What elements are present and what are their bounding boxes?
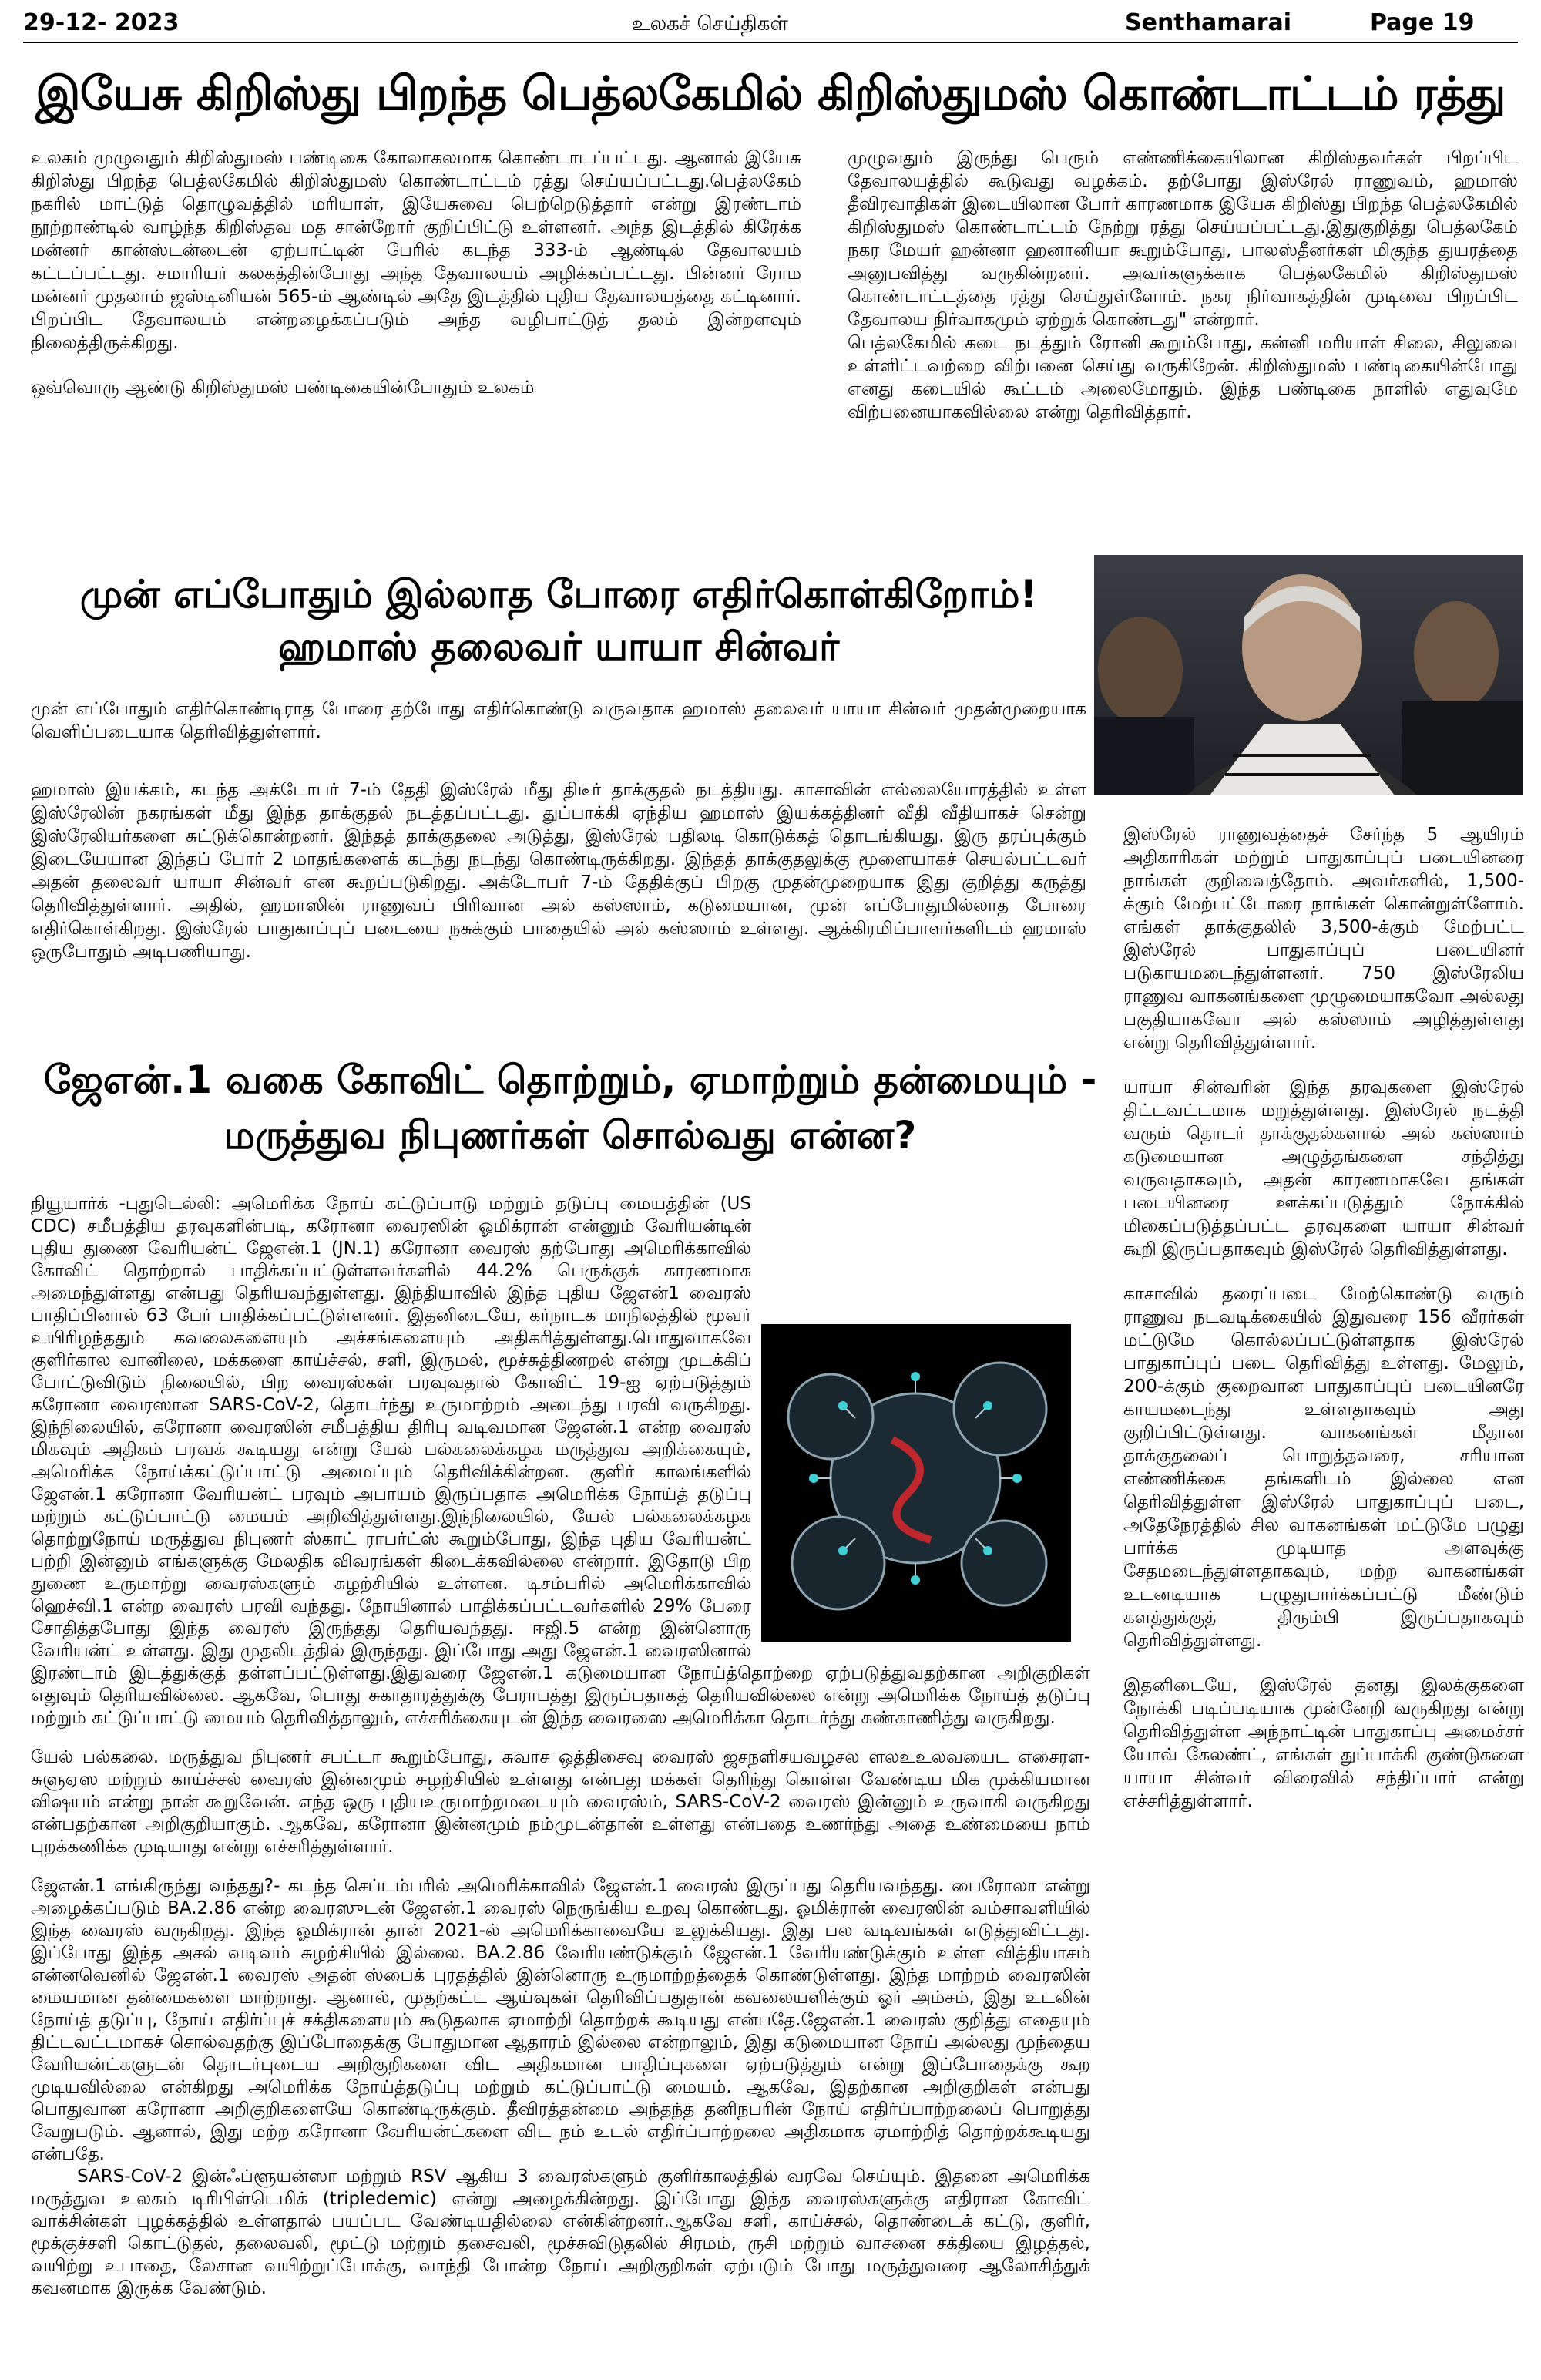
article1-col1-p2: ஒவ்வொரு ஆண்டு கிறிஸ்துமஸ் பண்டிகையின்போதும் உலகம் (31, 378, 535, 398)
article3-p1: நியூயார்க் -புதுடெல்லி: அமெரிக்க நோய் கட்டுப்பாடு மற்றும் தடுப்பு மையத்தின் (US CDC) சமீபத்திய தரவுகளின்படி, கரோனா வைரஸின் ஓமிக்ரான் என்னும் வேரியன்டின் புதிய துணை வேரியன்ட் ஜேஎன்.1 (JN.1) கரோனா வைரஸ் தற்போது அமெரிக்காவில் கோவிட் தொற்றால் பாதிக்கப்பட்டுள்ளவர்களில் 44.2% பெருக்குக் காரணமாக அமைந்துள்ளது என்பது தெரியவந்துள்ளது. இந்தியாவில் இந்த புதிய ஜேஎன்1 வைரஸ் பாதிப்பினால் 63 பேர் பாதிக்கப்பட்டுள்ளனர். இதனிடையே, கர்நாடக மாநிலத்தில் மூவர் உயிரிழந்ததும் கவலைகளையும் அச்சங்களையும் அதிகரித்துள்ளது.பொதுவாகவே குளிர்கால வானிலை, மக்களை காய்ச்சல், சளி, இருமல், மூச்சுத்திணறல் என்று முடக்கிப் போட்டுவிடும் நிலையில், பிற வைரஸ்கள் பரவுவதால் கோவிட் 19-ஐ ஏற்படுத்தும் கரோனா வைரஸான SARS-CoV-2, தொடர்ந்து உருமாற்றம் அடைந்து பரவி வருகிறது. இந்நிலையில், கரோனா வைரஸின் சமீபத்திய திரிபு வடிவமான ஜேஎன்.1 என்ற வைரஸ் மிகவும் அதிகம் பரவக் கூடியது என்று யேல் பல்கலைக்கழக மருத்துவ அறிக்கையும், அமெரிக்க நோய்க்கட்டுப்பாட்டு அமைப்பும் தெரிவிக்கின்றன. குளிர் காலங்களில் ஜேஎன்.1 கரோனா வேரியன்ட் பரவும் அபாயம் இருப்பதாக அமெரிக்க நோய்த் தடுப்பு மற்றும் கட்டுப்பாட்டு மையம் அறிவித்துள்ளது.இந்நிலையில், யேல் பல்கலைக்கழக தொற்றுநோய் மருத்துவ நிபுணர் ஸ்காட் ராபர்ட்ஸ் கூறும்போது, இந்த புதிய வேரியன்ட் பற்றி இன்னும் எங்களுக்கு மேலதிக விவரங்கள் கிடைக்கவில்லை என்றார். இதோடு பிற துணை உருமாற்று வைரஸ்களும் சுழற்சியில் உள்ளன. டிசம்பரில் அமெரிக்காவில் ஹெச்வி.1 என்ற வைரஸ் பரவி வந்தது. நோயினால் பாதிக்கப்பட்டவர்களில் 29% பேரை சோதித்தபோது இந்த வைரஸ் இருந்தது தெரியவந்தது. ஈஜி.5 என்ற இன்னொரு வேரியன்ட் உள்ளது. இது முதலிடத்தில் இருந்தது. இப்போது அது ஜேஎன்.1 வைரஸினால் இரண்டாம் இடத்துக்குத் தள்ளப்பட்டுள்ளது.இதுவரை ஜேஎன்.1 கடுமையான நோய்த்தொற்றை ஏற்படுத்துவதற்கான அறிகுறிகள் எதுவும் தெரியவில்லை. ஆகவே, பொது சுகாதாரத்துக்கு பேராபத்து இருப்பதாகத் தெரியவில்லை என்று அமெரிக்க நோய்த் தடுப்பு மற்றும் கட்டுப்பாட்டு மையம் தெரிவித்தாலும், எச்சரிக்கையுடன் இந்த வைரஸை அமெரிக்கா தொடர்ந்து கண்காணித்து வருகிறது. (31, 1194, 1090, 1728)
virus-image-float-space (751, 1324, 1090, 1648)
article2-headline-line1: முன் எப்போதும் இல்லாத போரை எதிர்கொள்கிறோம்! (79, 572, 1038, 617)
article3-headline-line1: ஜேஎன்.1 வகை கோவிட் தொற்றும், ஏமாற்றும் தன்மையும் - (43, 1057, 1097, 1102)
article1-headline: இயேசு கிறிஸ்து பிறந்த பெத்லகேமில் கிறிஸ்துமஸ் கொண்டாட்டம் ரத்து (35, 67, 1506, 121)
article1-col2-p1: முழுவதும் இருந்து பெரும் எண்ணிக்கையிலான கிறிஸ்தவர்கள் பிறப்பிட தேவாலயத்தில் கூடுவது வழக்கம். தற்போது இஸ்ரேல் ராணுவம், ஹமாஸ் தீவிரவாதிகள் இடையிலான போர் காரணமாக இயேசு கிறிஸ்து பிறந்த பெத்லகேமில் கிறிஸ்துமஸ் கொண்டாட்டம் நேற்று ரத்து செய்யப்பட்டது.இதுகுறித்து பெத்லகேம் நகர மேயர் ஹன்னா ஹனானியா கூறும்போது, பாலஸ்தீனர்கள் மிகுந்த துயரத்தை அனுபவித்து வருகின்றனர். அவர்களுக்காக பெத்லகேமில் கிறிஸ்துமஸ் கொண்டாட்டத்தை ரத்து செய்துள்ளோம். நகர நிர்வாகத்தின் முடிவை பிறப்பிட தேவாலய நிர்வாகமும் ஏற்றுக் கொண்டது" என்றார். (848, 148, 1518, 330)
article3-headline-line2: மருத்துவ நிபுணர்கள் சொல்வது என்ன? (223, 1113, 917, 1158)
hamas-leader-photo (1094, 555, 1523, 795)
article3-body (31, 1193, 1090, 2372)
page-number: Page 19 (1370, 9, 1475, 36)
article1-col2-p2: பெத்லகேமில் கடை நடத்தும் ரோனி கூறும்போது, கன்னி மரியாள் சிலை, சிலுவை உள்ளிட்டவற்றை விற்பனை செய்து வருகிறேன். கிறிஸ்துமஸ் பண்டிகையின்போது எனது கடையில் கூட்டம் அலைமோதும். இந்த பண்டிகை நாளில் எதுவுமே விற்பனையாகவில்லை என்று தெரிவித்தார். (848, 333, 1518, 422)
sidebar-p3: காசாவில் தரைப்படை மேற்கொண்டு வரும் ராணுவ நடவடிக்கையில் இதுவரை 156 வீரர்கள் மட்டுமே கொல்லப்பட்டுள்ளதாக இஸ்ரேல் பாதுகாப்புப் படை தெரிவித்து உள்ளது. மேலும், 200-க்கும் குறைவான பாதுகாப்புப் படையினரே காயமடைந்து உள்ளதாகவும் அது குறிப்பிட்டுள்ளது. வாகனங்கள் மீதான தாக்குதலைப் பொறுத்தவரை, சரியான எண்ணிக்கை தங்களிடம் இல்லை என தெரிவித்துள்ள இஸ்ரேல் பாதுகாப்புப் படை, அதேநேரத்தில் சில வாகனங்கள் மட்டுமே பழுது பார்க்க முடியாத அளவுக்கு சேதமடைந்துள்ளதாகவும், மற்ற வாகனங்கள் உடனடியாக பழுதுபார்க்கப்பட்டு மீண்டும் களத்துக்குத் திரும்பி இருப்பதாகவும் தெரிவித்துள்ளது. (1123, 1284, 1524, 1651)
article3-p4: SARS-CoV-2 இன்ஃப்ளூயன்ஸா மற்றும் RSV ஆகிய 3 வைரஸ்களும் குளிர்காலத்தில் வரவே செய்யும். இதனை அமெரிக்க மருத்துவ உலகம் டிரிபிள்டெமிக் (tripledemic) என்று அழைக்கின்றது. இப்போது இந்த வைரஸ்களுக்கு எதிரான கோவிட் வாக்சின்கள் புழக்கத்தில் உள்ளதால் பயப்பட வேண்டியதில்லை என்கின்றனர்.ஆகவே சளி, காய்ச்சல், தொண்டைக் கட்டு, குளிர், மூக்குச்சளி கொட்டுதல், தலைவலி, மூட்டு மற்றும் தசைவலி, மூச்சுவிடுதலில் சிரமம், ருசி மற்றும் வாசனை சக்தியை இழத்தல், வயிற்று உபாதை, லேசான வயிற்றுப்போக்கு, வாந்தி போன்ற நோய் அறிகுறிகள் ஏற்படும் போது மருத்துவரை ஆலோசித்துக் கவனமாக இருக்க வேண்டும். (31, 2167, 1090, 2298)
portrait-image (1094, 555, 1523, 795)
header-rule (23, 42, 1518, 43)
article1-col2 (848, 146, 1518, 547)
article2-headline-line2: ஹமாஸ் தலைவர் யாயா சின்வர் (277, 624, 840, 669)
article2-sidebar (1123, 823, 1524, 2372)
article2-body: ஹமாஸ் இயக்கம், கடந்த அக்டோபர் 7-ம் தேதி இஸ்ரேல் மீது திடீர் தாக்குதல் நடத்தியது. காசாவின் எல்லையோரத்தில் உள்ள இஸ்ரேலின் நகரங்கள் மீது இந்த தாக்குதல் நடத்தப்பட்டது. துப்பாக்கி ஏந்திய ஹமாஸ் இயக்கத்தினர் வீதி வீதியாகச் சென்று இஸ்ரேலியர்களை சுட்டுக்கொன்றனர். இந்தத் தாக்குதலை அடுத்து, இஸ்ரேல் பதிலடி கொடுக்கத் தொடங்கியது. இரு தரப்புக்கும் இடையேயான இந்தப் போர் 2 மாதங்களைக் கடந்து நடந்து கொண்டிருக்கிறது. இந்தத் தாக்குதலுக்கு மூளையாகச் செயல்பட்டவர் அதன் தலைவர் யாயா சின்வர் என கூறப்படுகிறது. அக்டோபர் 7-ம் தேதிக்குப் பிறகு முதன்முறையாக இது குறித்து கருத்து தெரிவித்துள்ளார். அதில், ஹமாஸின் ராணுவப் பிரிவான அல் கஸ்ஸாம், கடுமையான, முன் எப்போதுமில்லாத போரை எதிர்கொள்கிறது. இஸ்ரேல் பாதுகாப்புப் படையை நசுக்கும் பாதையில் அல் கஸ்ஸாம் உள்ளது. ஆக்கிரமிப்பாளர்களிடம் ஹமாஸ் ஒருபோதும் அடிபணியாது. (31, 780, 1086, 962)
paper-name: Senthamarai (1125, 9, 1292, 36)
sidebar-p1: இஸ்ரேல் ராணுவத்தைச் சேர்ந்த 5 ஆயிரம் அதிகாரிகள் மற்றும் பாதுகாப்புப் படையினரை நாங்கள் குறிவைத்தோம். அவர்களில், 1,500-க்கும் மேற்பட்டோரை நாங்கள் கொன்றுள்ளோம். எங்கள் தாக்குதலில் 3,500-க்கும் மேற்பட்ட இஸ்ரேல் பாதுகாப்புப் படையினர் படுகாயமடைந்துள்ளனர். 750 இஸ்ரேலிய ராணுவ வாகனங்களை முழுமையாகவோ அல்லது பகுதியாகவோ அல் கஸ்ஸாம் அழித்துள்ளது என்று தெரிவித்துள்ளார். (1123, 825, 1524, 1053)
article1-col1 (31, 146, 801, 516)
article2-lead: முன் எப்போதும் எதிர்கொண்டிராத போரை தற்போது எதிர்கொண்டு வருவதாக ஹமாஸ் தலைவர் யாயா சின்வர் முதன்முறையாக வெளிப்படையாக தெரிவித்துள்ளார். (31, 699, 1086, 742)
sidebar-p2: யாயா சின்வரின் இந்த தரவுகளை இஸ்ரேல் திட்டவட்டமாக மறுத்துள்ளது. இஸ்ரேல் நடத்தி வரும் தொடர் தாக்குதல்களால் அல் கஸ்ஸாம் கடுமையான அழுத்தங்களை சந்தித்து வருவதாகவும், அதன் காரணமாகவே தங்கள் படையினரை ஊக்கப்படுத்தும் நோக்கில் மிகைப்படுத்தப்பட்ட தரவுகளை யாயா சின்வர் கூறி இருப்பதாகவும் இஸ்ரேல் தெரிவித்துள்ளது. (1123, 1077, 1524, 1259)
issue-date: 29-12- 2023 (23, 9, 180, 36)
section-name: உலகச் செய்திகள் (632, 12, 788, 35)
article1-col1-p1: உலகம் முழுவதும் கிறிஸ்துமஸ் பண்டிகை கோலாகலமாக கொண்டாடப்பட்டது. ஆனால் இயேசு கிறிஸ்து பிறந்த பெத்லகேமில் கிறிஸ்துமஸ் கொண்டாட்டம் ரத்து செய்யப்பட்டது.பெத்லகேம் நகரில் மாட்டுத் தொழுவத்தில் மரியாள், இயேசுவை பெற்றெடுத்தார் என்று இரண்டாம் நூற்றாண்டில் வாழ்ந்த கிறிஸ்தவ மத சான்றோர் குறிப்பிட்டு உள்ளனர். அந்த இடத்தில் கிரேக்க மன்னர் கான்ஸ்டன்டைன் ஏற்பாட்டின் பேரில் கடந்த 333-ம் ஆண்டில் தேவாலயம் கட்டப்பட்டது. சமாரியர் கலகத்தின்போது அந்த தேவாலயம் அழிக்கப்பட்டது. பின்னர் ரோம மன்னர் முதலாம் ஜஸ்டினியன் 565-ம் ஆண்டில் அதே இடத்தில் புதிய தேவாலயத்தை கட்டினார். பிறப்பிட தேவாலயம் என்றழைக்கப்படும் அந்த வழிபாட்டுத் தலம் இன்றளவும் நிலைத்திருக்கிறது. (31, 148, 801, 353)
article3-p2: யேல் பல்கலை. மருத்துவ நிபுணர் சபட்டா கூறும்போது, சுவாச ஒத்திசைவு வைரஸ் ஜசநளிசயவழசல ளலஉஉலவயைட எசைரள-சுளுஏஸ மற்றும் காய்ச்சல் வைரஸ் இன்னமும் சுழற்சியில் உள்ளது என்பது மக்கள் தெரிந்து கொள்ள வேண்டிய மிக முக்கியமான விஷயம் என்று நான் கூறுவேன். எந்த ஒரு புதியஉருமாற்றமடையும் வைரஸ்ம், SARS-CoV-2 வைரஸ் இன்னும் உருவாகி வருகிறது என்பதற்கான அறிகுறியாகும். ஆகவே, கரோனா இன்னமும் நம்முடன்தான் உள்ளது என்பதை உணர்ந்து அதை உண்மையை நாம் புறக்கணிக்க முடியாது என்று எச்சரித்துள்ளார். (31, 1747, 1090, 1857)
article3-p3: ஜேஎன்.1 எங்கிருந்து வந்தது?- கடந்த செப்டம்பரில் அமெரிக்காவில் ஜேஎன்.1 வைரஸ் இருப்பது தெரியவந்தது. பைரோலா என்று அழைக்கப்படும் BA.2.86 என்ற வைரஸுடன் ஜேஎன்.1 வைரஸ் நெருங்கிய உறவு கொண்டது. ஓமிக்ரான் வைரஸின் வம்சாவளியில் இந்த வைரஸ் வருகிறது. இந்த ஓமிக்ரான் தான் 2021-ல் அமெரிக்காவையே உலுக்கியது. இது பல வடிவங்கள் எடுத்துவிட்டது. இப்போது இந்த அசல் வடிவம் சுழற்சியில் இல்லை. BA.2.86 வேரியண்டுக்கும் ஜேஎன்.1 வேரியண்டுக்கும் உள்ள வித்தியாசம் என்னவெனில் ஜேஎன்.1 வைரஸ் அதன் ஸ்பைக் புரதத்தில் இன்னொரு உருமாற்றத்தைக் கொண்டுள்ளது. இந்த மாற்றம் வைரஸின் மையமான தன்மைகளை மாற்றாது. ஆனால், முதற்கட்ட ஆய்வுகள் தெரிவிப்பதுதான் கவலையளிக்கும் ஓர் அம்சம், இது உடலின் நோய்த் தடுப்பு, நோய் எதிர்ப்புச் சக்திகளையும் கூடுதலாக ஏமாற்றி தொற்றக் கூடியது என்பதே.ஜேஎன்.1 வைரஸ் குறித்து எதையும் திட்டவட்டமாகச் சொல்வதற்கு இப்போதைக்கு போதுமான ஆதாரம் இல்லை என்றாலும், இது கடுமையான நோய் அல்லது முந்தைய வேரியன்ட்களுடன் தொடர்புடைய அறிகுறிகளை விட அதிகமான பாதிப்புகளை ஏற்படுத்தும் என்று இப்போதைக்கு கூற முடியவில்லை என்கிறது அமெரிக்க நோய்த்தடுப்பு மற்றும் கட்டுப்பாட்டு மையம். ஆகவே, இதற்கான அறிகுறிகள் என்பது பொதுவான கரோனா அறிகுறிகளையே கொண்டிருக்கும். தீவிரத்தன்மை அந்தந்த தனிநபரின் நோய் எதிர்ப்பாற்றலைப் பொறுத்து வேறுபடும். ஆனால், இது மற்ற கரோனா வேரியன்ட்களை விட நம் உடல் எதிர்ப்பாற்றலை அதிகமாக ஏமாற்றித் தொற்றக்கூடியது என்பதே. (31, 1876, 1090, 2164)
sidebar-p4: இதனிடையே, இஸ்ரேல் தனது இலக்குகளை நோக்கி படிப்படியாக முன்னேறி வருகிறது என்று தெரிவித்துள்ள அந்நாட்டின் பாதுகாப்பு அமைச்சர் யோவ் கேலண்ட், எங்கள் துப்பாக்கி குண்டுகளை யாயா சின்வர் விரைவில் சந்திப்பார் என்று எச்சரித்துள்ளார். (1123, 1676, 1524, 1811)
